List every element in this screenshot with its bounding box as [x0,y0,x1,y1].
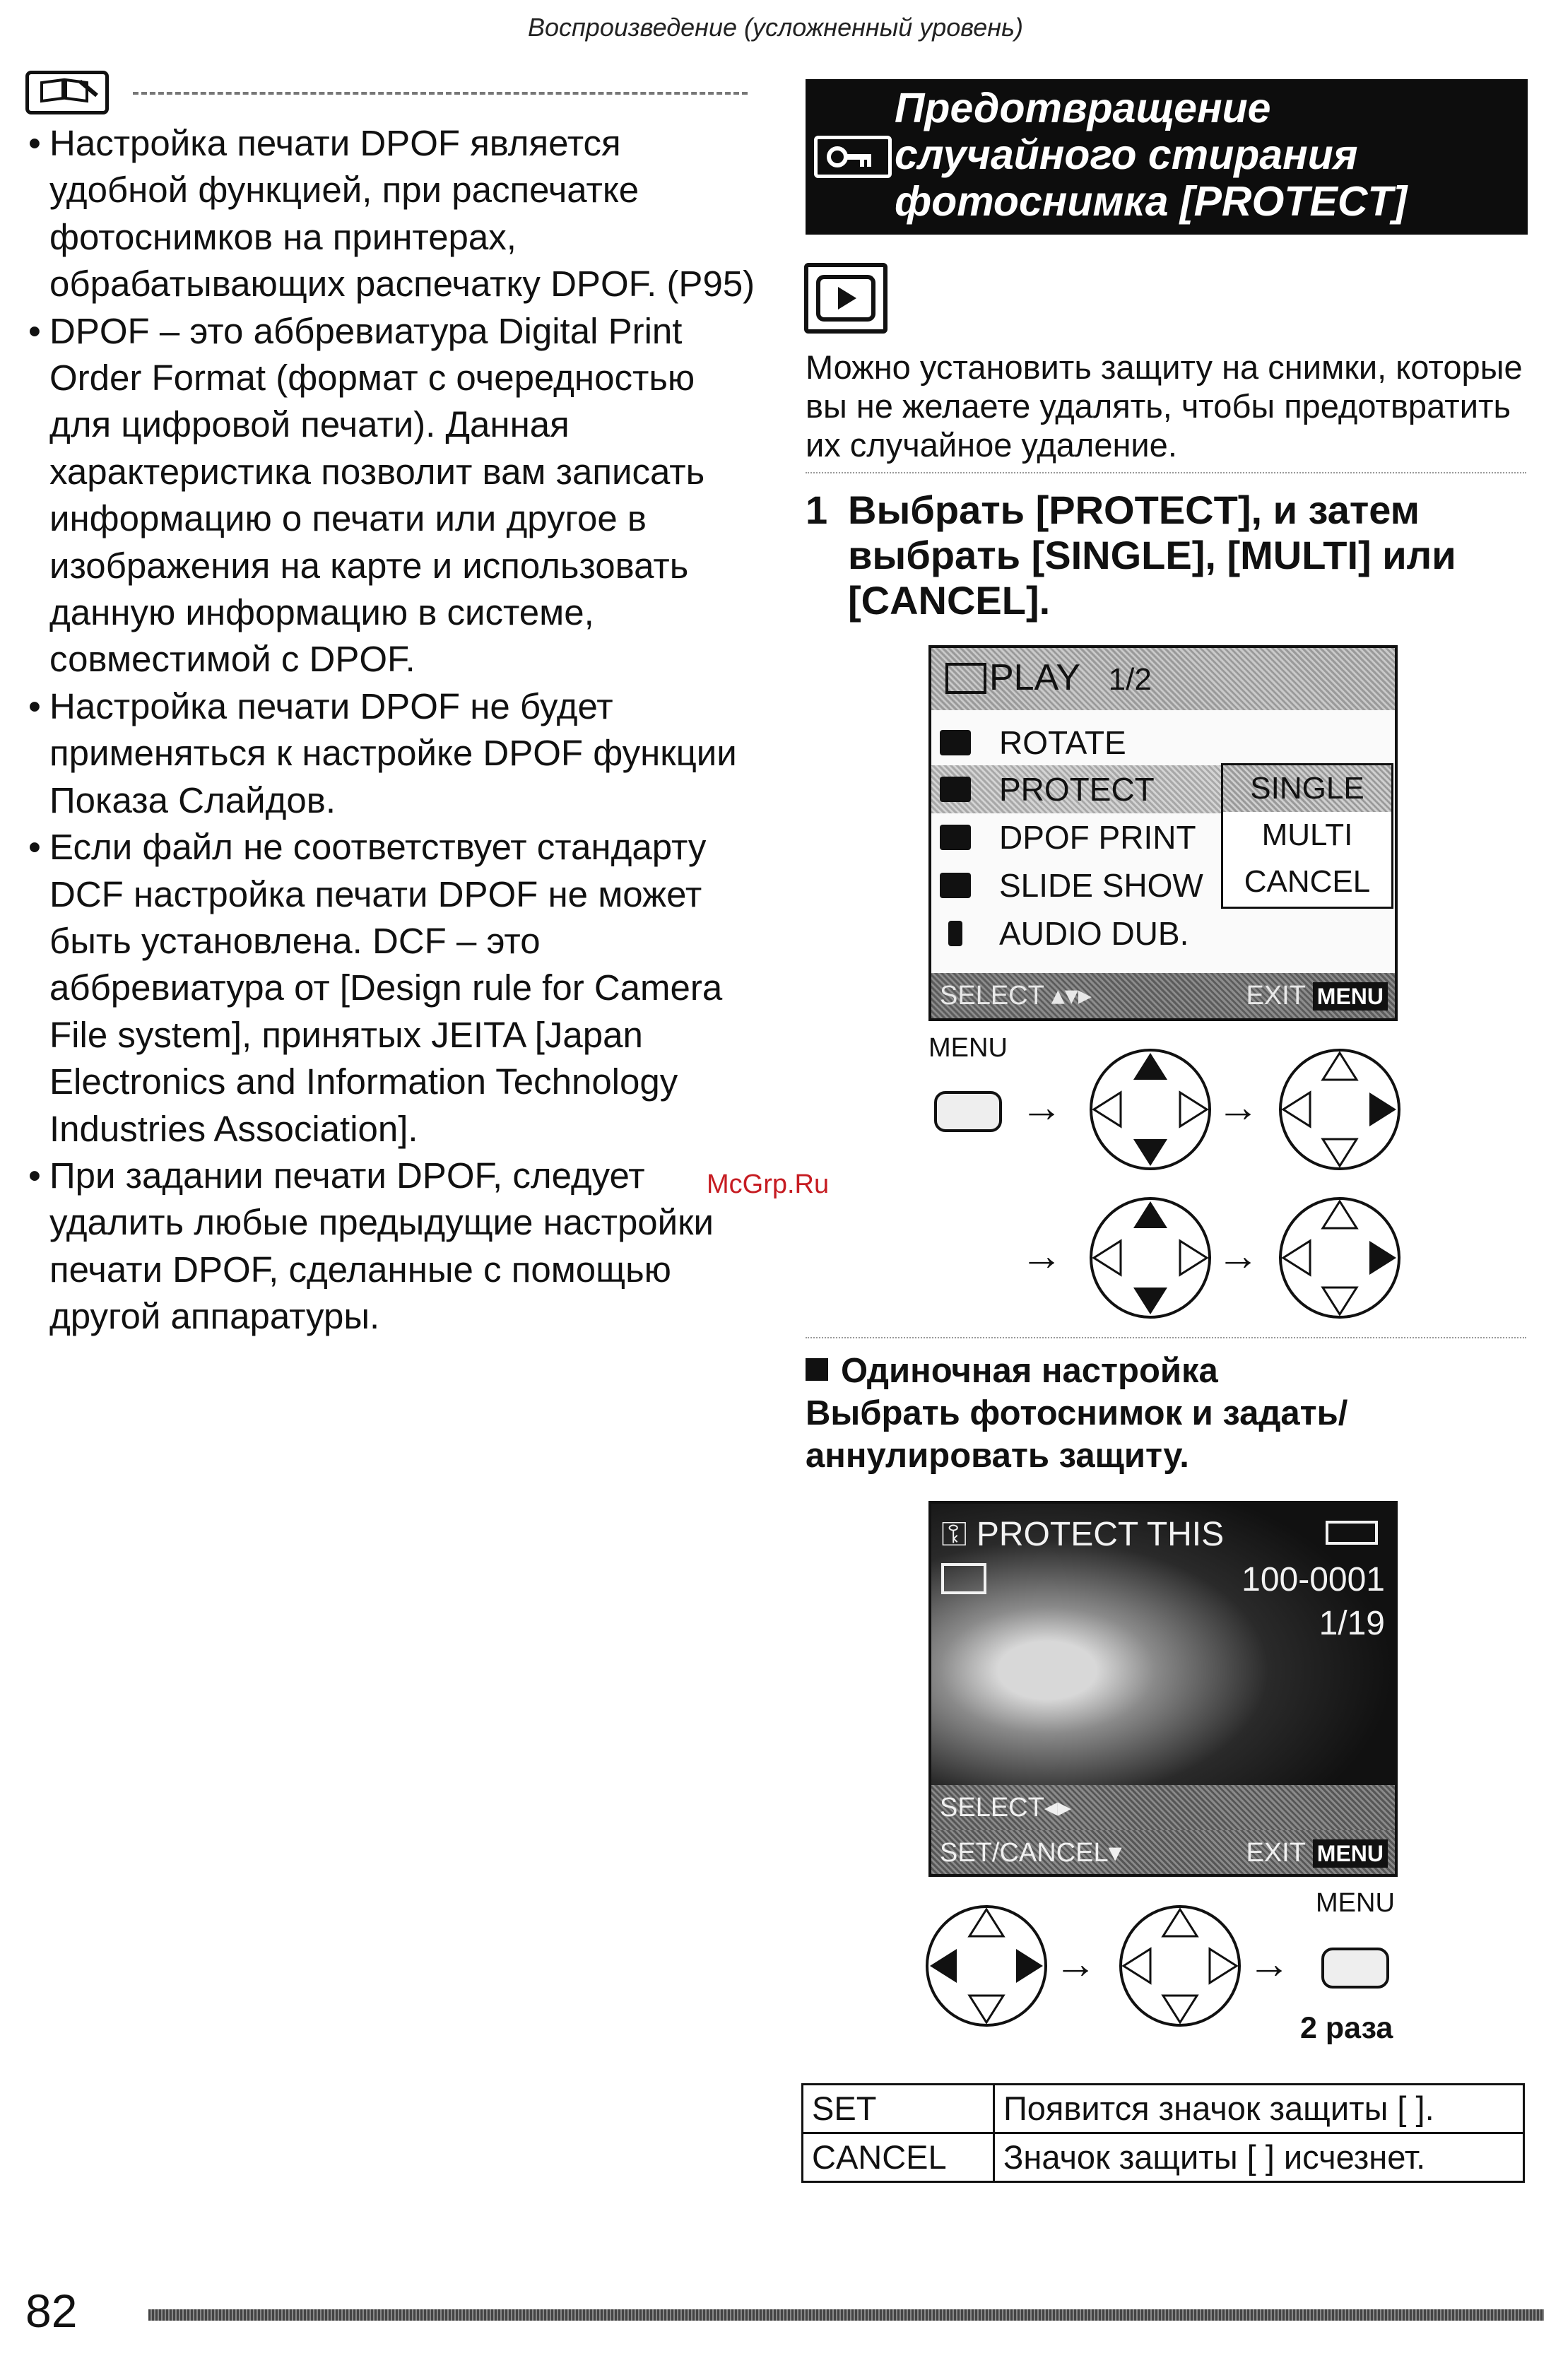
exit-label: EXIT [1246,1838,1306,1868]
menu-page: 1/2 [1108,662,1152,697]
next-arrow-icon: → [1020,1083,1063,1131]
cursor-pad-left-right-icon [923,1902,1050,2030]
single-heading-text: Одиночная настройка [841,1352,1218,1390]
playback-mode-icon [804,263,887,334]
cursor-pad-right-icon [1276,1046,1403,1173]
exit-menu-button: MENU [1313,1839,1388,1868]
cursor-pad-up-down-icon [1087,1046,1214,1173]
single-instruction: Выбрать фотоснимок и задать/ аннулировать защиту. [806,1394,1348,1475]
note-item: • Настройка печати DPOF является удобной функцией, при распечатке фотоснимков на принтерах, обрабатывающих распечатку DPOF. (P95) [28,120,763,308]
camera-photo-screen [928,1501,1398,1877]
menu-title-bar [931,648,1395,710]
bullet-square-icon [806,1358,828,1381]
protect-submenu [1221,763,1393,909]
notes-column [28,120,763,1341]
divider [806,1337,1526,1338]
menu-item-label: ROTATE [999,724,1126,761]
watermark: McGrp.Ru [707,1170,830,1199]
single-setting-section [806,1350,1533,1477]
table-row [803,2133,1524,2182]
menu-button[interactable] [1321,1948,1389,1989]
table-row [803,2085,1524,2133]
key-icon: ⚿ [941,1516,967,1553]
cursor-pad-down-icon [1116,1902,1244,2030]
file-number: 100-0001 [1242,1561,1385,1598]
cursor-pad-right-icon [1276,1194,1403,1321]
note-item: • Если файл не соответствует стандарту DCF настройка печати DPOF не может быть установлена. DCF – это аббревиатура от [Design rule for Camera File system], принятых JEITA [Japan Electronics and Information Technology Industries Association]. [28,824,763,1153]
submenu-single[interactable]: SINGLE [1223,765,1391,812]
menu-item-protect[interactable] [931,765,1221,813]
submenu-multi[interactable]: MULTI [1261,818,1353,852]
section-title-block [806,79,1528,235]
menu-footer [931,973,1395,1018]
protect-this-text: PROTECT THIS [976,1516,1225,1553]
note-item: • При задании печати DPOF, следует удалить любые предыдущие настройки печати DPOF, сделанные с помощью другой аппаратуры. [28,1153,763,1341]
next-arrow-icon: → [1054,1940,1097,1987]
photo-footer-set [931,1830,1395,1875]
menu-button[interactable] [934,1091,1002,1132]
menu-item-label: SLIDE SHOW [999,867,1203,904]
menu-item-label: PROTECT [999,771,1155,808]
left-right-arrow-icon: ◂▸ [1044,1793,1071,1822]
note-item: • DPOF – это аббревиатура Digital Print Order Format (формат с очередностью для цифровой печати). Данная характеристика позволит вам записать информацию о печати или другое в изображения на карте и использовать данную информацию в системе, совместимой с DPOF. [28,308,763,683]
footer-exit [1246,973,1388,1019]
menu-item-rotate[interactable] [931,719,1395,767]
single-heading [806,1350,1533,1392]
setcancel-label: SET/CANCEL [940,1838,1109,1868]
image-counter: 1/19 [1319,1605,1385,1642]
protected-indicator-icon [941,1563,986,1594]
microphone-icon [948,921,962,946]
select-label: SELECT [940,1793,1044,1822]
cursor-pad-up-down-icon [1087,1194,1214,1321]
print-icon [940,825,971,850]
slideshow-icon [940,873,971,898]
rotate-icon [940,730,971,755]
divider [806,472,1526,473]
menu-title-text: PLAY [989,657,1080,698]
protect-key-icon [814,136,892,178]
menu-item-audio-dub[interactable] [931,909,1395,958]
table-key: CANCEL [803,2133,994,2182]
menu-item-label: AUDIO DUB. [999,915,1189,952]
battery-icon [1326,1521,1378,1545]
twice-label: 2 раза [1300,2011,1393,2045]
section-title: Предотвращение случайного стирания фотоснимка [PROTECT] [895,85,1408,225]
camera-menu-screen [928,645,1398,1021]
page-number: 82 [25,2285,78,2337]
step-number: 1 [806,488,828,532]
photo-footer-select [931,1785,1395,1830]
next-arrow-icon: → [1217,1232,1259,1279]
set-cancel-table [801,2083,1525,2183]
footer-menu-button: MENU [1313,982,1388,1011]
protect-this-label [941,1515,1224,1555]
menu-button-label: MENU [928,1033,1008,1063]
footer-exit-label: EXIT [1246,981,1306,1011]
menu-item-label: DPOF PRINT [999,819,1196,856]
table-key: SET [803,2085,994,2133]
table-value: Значок защиты [ ] исчезнет. [994,2133,1524,2182]
key-icon [940,777,971,802]
photo-exit [1246,1830,1388,1876]
play-icon [945,663,986,694]
menu-title [945,656,1152,699]
up-down-arrow-icon: ▴▾▸ [1051,981,1092,1011]
footer-select-label: SELECT [940,981,1044,1011]
note-item: • Настройка печати DPOF не будет применяться к настройке DPOF функции Показа Слайдов. [28,683,763,824]
footer-select [940,973,1092,1018]
page-header: Воспроизведение (усложненный уровень) [527,13,1024,42]
table-value: Появится значок защиты [ ]. [994,2085,1524,2133]
note-book-icon [25,71,109,114]
note-divider [133,92,748,95]
next-arrow-icon: → [1248,1940,1290,1987]
next-arrow-icon: → [1020,1232,1063,1279]
next-arrow-icon: → [1217,1083,1259,1131]
step-text: Выбрать [PROTECT], и затем выбрать [SINGLE], [MULTI] или [CANCEL]. [848,488,1456,623]
down-arrow-icon: ▾ [1108,1838,1122,1868]
intro-text: Можно установить защиту на снимки, которые вы не желаете удалять, чтобы предотвратить их случайное удаление. [806,348,1523,464]
footer-bar [148,2309,1544,2321]
submenu-cancel[interactable]: CANCEL [1244,864,1371,899]
menu-button-label: MENU [1316,1888,1395,1918]
